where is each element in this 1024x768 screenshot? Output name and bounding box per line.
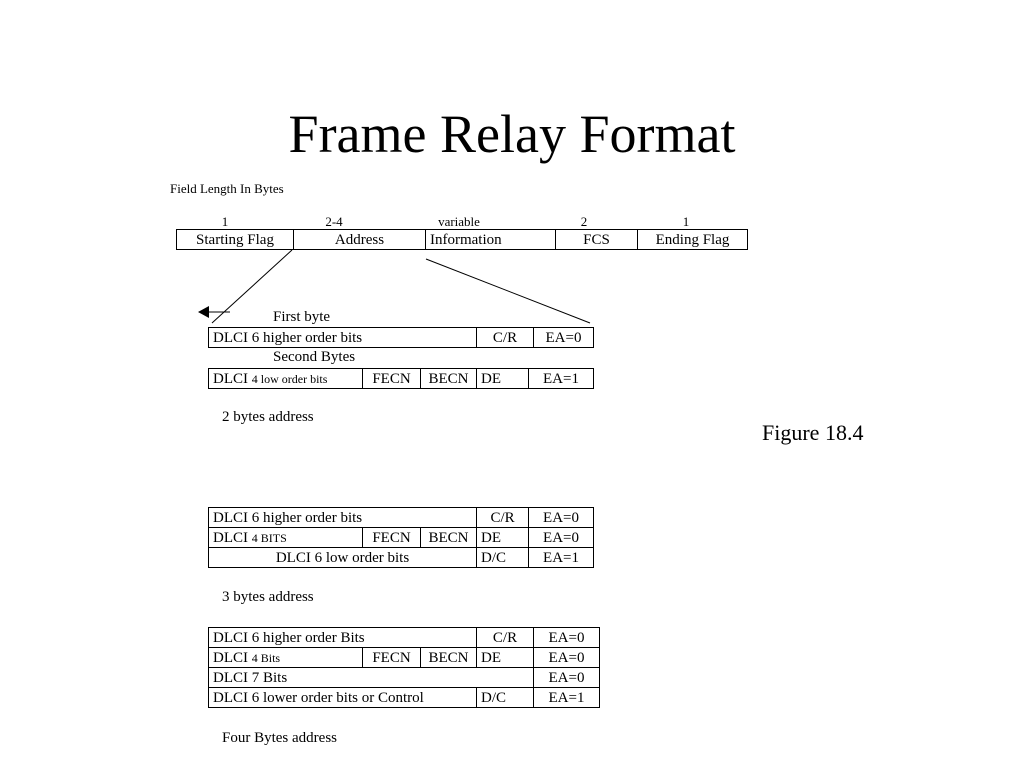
three-byte-table xyxy=(208,507,594,568)
dlci-text: DLCI xyxy=(213,529,248,546)
field-fcs: FCS xyxy=(556,230,638,250)
ea-cell: EA=1 xyxy=(529,369,594,389)
dlci-cell: DLCI 7 Bits xyxy=(209,668,534,688)
page-title: Frame Relay Format xyxy=(288,104,736,164)
field-address: Address xyxy=(294,230,426,250)
dlci-cell xyxy=(209,648,363,668)
dlci-sub-text: 4 Bits xyxy=(251,650,281,665)
dlci-cell: DLCI 6 higher order Bits xyxy=(209,628,477,648)
fecn-cell: FECN xyxy=(363,369,421,389)
field-information: Information xyxy=(426,230,556,250)
dc-cell: D/C xyxy=(477,548,529,568)
dlci-sub-text: 4 low order bits xyxy=(251,371,328,386)
fecn-cell: FECN xyxy=(363,528,421,548)
length-fcs: 2 xyxy=(580,214,588,229)
ea-cell: EA=0 xyxy=(529,528,594,548)
three-byte-row3 xyxy=(209,548,594,568)
four-byte-row4 xyxy=(209,688,600,708)
dlci-cell: DLCI 6 low order bits xyxy=(209,548,477,568)
ea-cell: EA=1 xyxy=(534,688,600,708)
four-byte-row1 xyxy=(209,628,600,648)
two-bytes-caption: 2 bytes address xyxy=(222,409,314,425)
arrow-head-icon xyxy=(198,306,209,318)
four-byte-row2 xyxy=(209,648,600,668)
length-ending-flag: 1 xyxy=(682,214,690,229)
length-address: 2-4 xyxy=(325,214,343,229)
ea-cell: EA=0 xyxy=(529,508,594,528)
de-cell: DE xyxy=(477,648,534,668)
ea-cell: EA=0 xyxy=(534,648,600,668)
field-starting-flag: Starting Flag xyxy=(177,230,294,250)
dlci-cell: DLCI 6 lower order bits or Control xyxy=(209,688,477,708)
becn-cell: BECN xyxy=(421,648,477,668)
dlci-text: DLCI xyxy=(213,370,248,387)
cr-cell: C/R xyxy=(477,508,529,528)
ea-cell: EA=0 xyxy=(534,328,594,348)
cr-cell: C/R xyxy=(477,328,534,348)
two-byte-row2 xyxy=(208,368,594,389)
cr-cell: C/R xyxy=(477,628,534,648)
dlci-cell xyxy=(209,369,363,389)
dc-cell: D/C xyxy=(477,688,534,708)
three-byte-row1 xyxy=(209,508,594,528)
fecn-cell: FECN xyxy=(363,648,421,668)
length-starting-flag: 1 xyxy=(221,214,229,229)
becn-cell: BECN xyxy=(421,528,477,548)
figure-label: Figure 18.4 xyxy=(762,420,864,445)
information-expand-line xyxy=(426,259,590,323)
ea-cell: EA=0 xyxy=(534,628,600,648)
dlci-text: DLCI xyxy=(213,649,248,666)
becn-cell: BECN xyxy=(421,369,477,389)
dlci-cell: DLCI 6 higher order bits xyxy=(209,328,477,348)
field-length-caption: Field Length In Bytes xyxy=(170,181,284,196)
first-byte-label: First byte xyxy=(273,309,331,325)
length-information: variable xyxy=(438,214,480,229)
dlci-sub-text: 4 BITS xyxy=(251,530,287,545)
three-bytes-caption: 3 bytes address xyxy=(222,589,314,605)
ea-cell: EA=1 xyxy=(529,548,594,568)
three-byte-row2 xyxy=(209,528,594,548)
field-ending-flag: Ending Flag xyxy=(638,230,748,250)
ea-cell: EA=0 xyxy=(534,668,600,688)
second-bytes-label: Second Bytes xyxy=(273,349,356,365)
de-cell: DE xyxy=(477,369,529,389)
de-cell: DE xyxy=(477,528,529,548)
four-byte-row3 xyxy=(209,668,600,688)
dlci-cell: DLCI 6 higher order bits xyxy=(209,508,477,528)
two-byte-row1 xyxy=(208,327,594,348)
four-byte-table xyxy=(208,627,600,708)
dlci-cell xyxy=(209,528,363,548)
four-bytes-caption: Four Bytes address xyxy=(222,730,337,746)
